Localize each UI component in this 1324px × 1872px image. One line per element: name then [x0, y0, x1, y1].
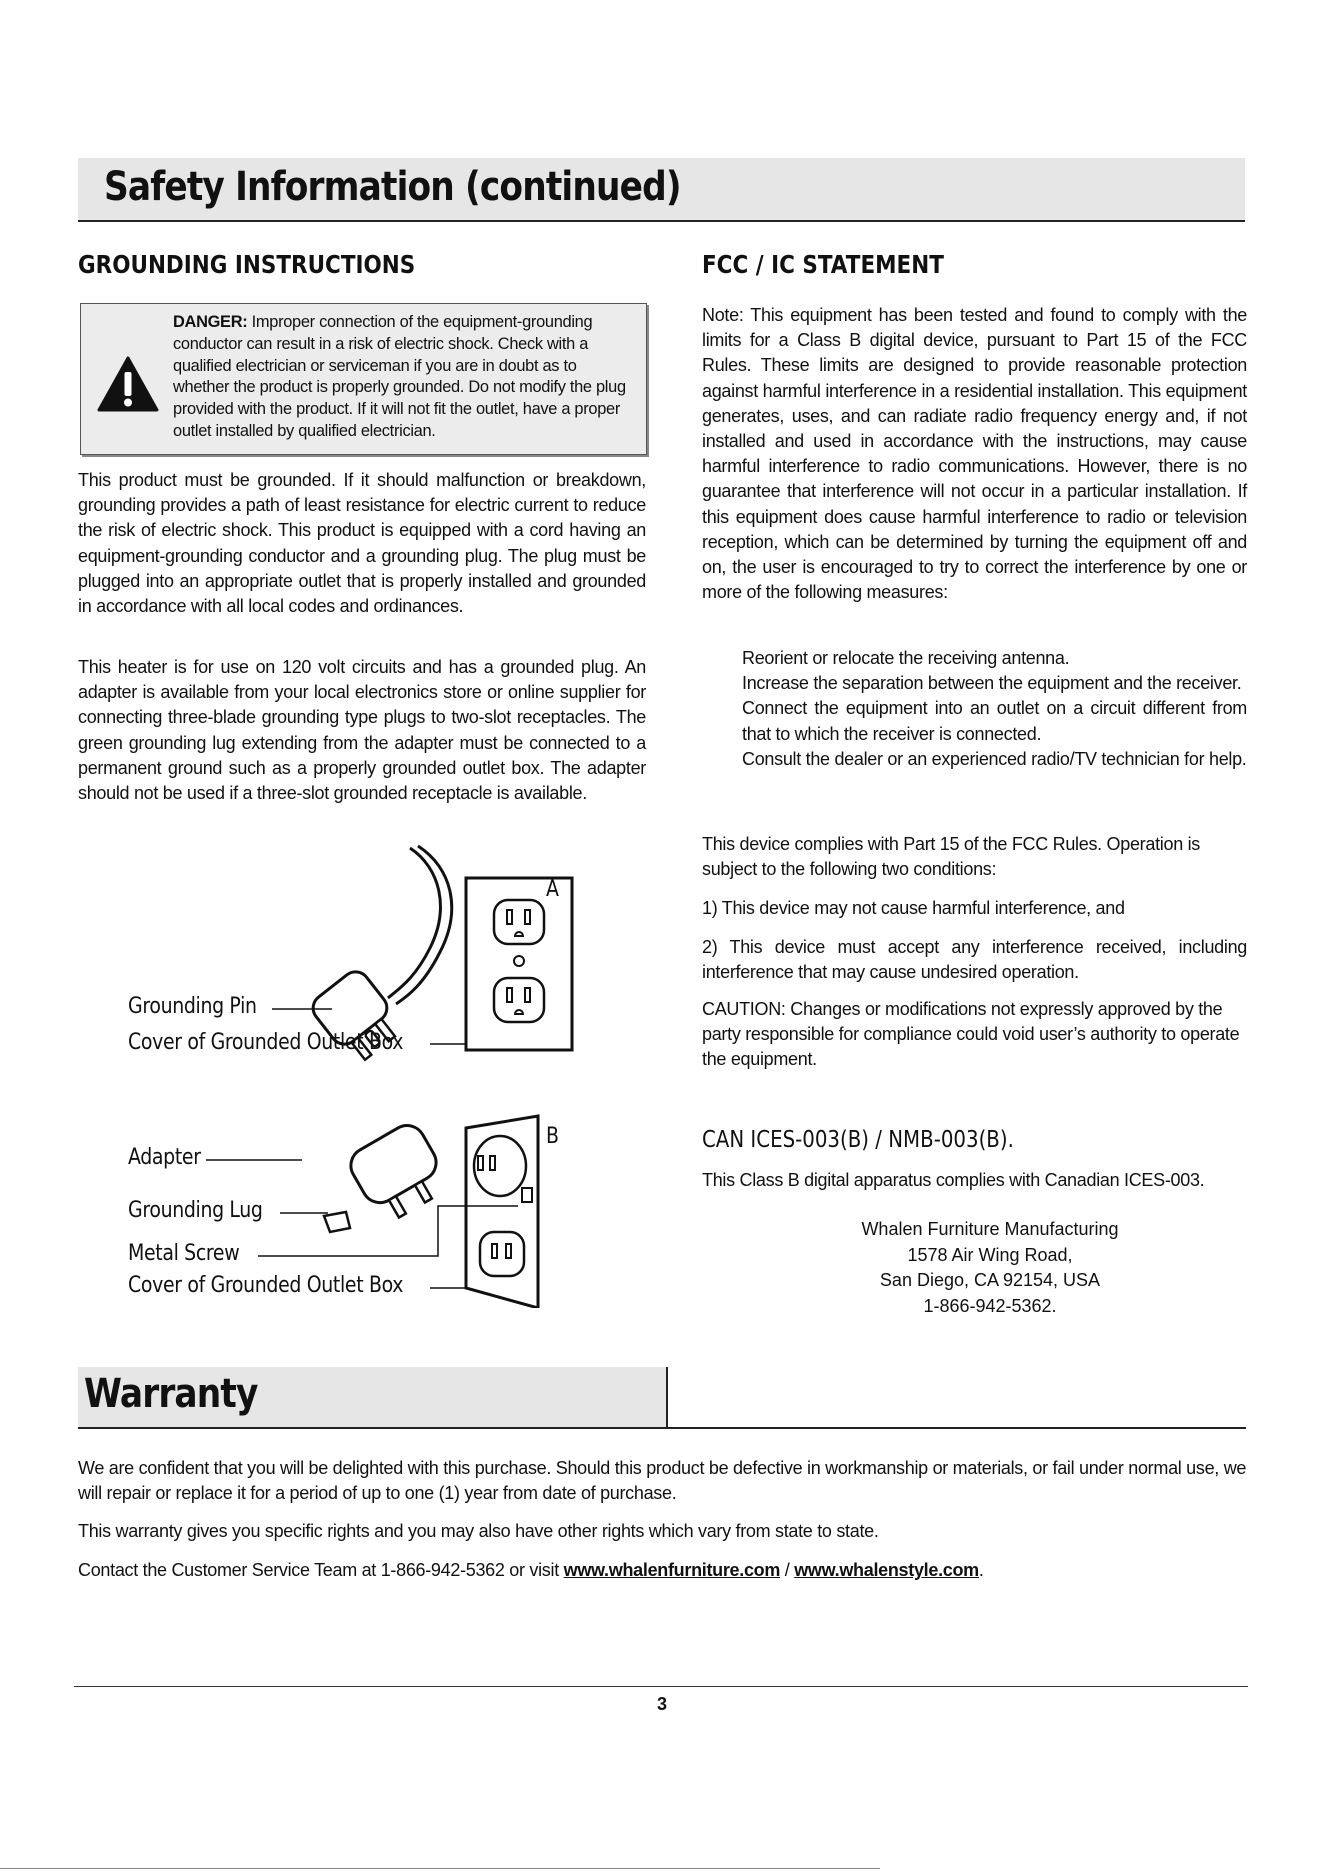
- fcc-heading: FCC / IC STATEMENT: [702, 250, 944, 279]
- grounding-paragraph-2: This heater is for use on 120 volt circuits and has a grounded plug. An adapter is available from your local electronics store or online supplier for connecting three-blade grounding type plugs to two-slot receptacles. The green grounding lug extending from the adapter must be connected to a permanent ground such as a properly grounded outlet box. The adapter should not be used if a three-slot grounded receptacle is available.: [78, 657, 646, 804]
- list-item: Connect the equipment into an outlet on a circuit different from that to which the receiver is connected.: [742, 698, 1247, 744]
- danger-box: [80, 303, 647, 455]
- grounding-lug-label: Grounding Lug: [128, 1198, 263, 1223]
- cover-b-label: Cover of Grounded Outlet Box: [128, 1273, 404, 1298]
- address-street: 1578 Air Wing Road,: [907, 1244, 1073, 1265]
- address-phone: 1-866-942-5362.: [923, 1295, 1057, 1316]
- adapter-label: Adapter: [128, 1145, 201, 1170]
- page-title: Safety Information (continued): [104, 164, 681, 210]
- grounding-heading: GROUNDING INSTRUCTIONS: [78, 250, 416, 279]
- fcc-measures-list: [742, 646, 1247, 772]
- warranty-paragraph-1: We are confident that you will be delighted with this purchase. Should this product be defective in workmanship or materials, or fail under normal use, we will repair or replace it for a period of up to one (1) year from date of purchase.: [78, 1458, 1247, 1504]
- list-item: Increase the separation between the equipment and the receiver.: [742, 673, 1242, 694]
- fcc-caution: CAUTION: Changes or modifications not expressly approved by the party responsible for compliance could void user’s authority to operate the equipment.: [702, 999, 1240, 1070]
- metal-screw-label: Metal Screw: [128, 1241, 240, 1266]
- list-item: Reorient or relocate the receiving antenna.: [742, 648, 1070, 668]
- danger-label: DANGER:: [173, 313, 248, 331]
- fcc-condition-2: 2) This device must accept any interference received, including interference that may cause undesired operation.: [702, 937, 1247, 983]
- address-city: San Diego, CA 92154, USA: [879, 1270, 1101, 1291]
- ices-text: This Class B digital apparatus complies with Canadian ICES-003.: [702, 1170, 1205, 1190]
- contact-text: Contact the Customer Service Team at 1-866-942-5362 or visit: [78, 1560, 564, 1580]
- fcc-complies: This device complies with Part 15 of the FCC Rules. Operation is subject to the following two conditions:: [702, 834, 1201, 880]
- whalenfurniture-link[interactable]: www.whalenfurniture.com: [563, 1560, 781, 1580]
- bottom-edge-rule: [0, 1868, 880, 1869]
- warranty-paragraph-2: This warranty gives you specific rights and you may also have other rights which vary from state to state.: [78, 1521, 879, 1541]
- fig-a-label: A: [546, 877, 559, 902]
- danger-body: Improper connection of the equipment-grounding conductor can result in a risk of electric shock. Check with a qualified electrician or serviceman if you are in doubt as to whether the product is properly grounded. Do not modify the plug provided with the product. If it will not fit the outlet, have a proper outlet installed by qualified electrician.: [173, 313, 626, 440]
- fcc-condition-1: 1) This device may not cause harmful interference, and: [702, 898, 1125, 918]
- fcc-note: Note: This equipment has been tested and found to comply with the limits for a Class B digital device, pursuant to Part 15 of the FCC Rules. These limits are designed to provide reasonable protection against harmful interference in a residential installation. This equipment generates, uses, and can radiate radio frequency energy and, if not installed and used in accordance with the instructions, may cause harmful interference to radio communications. However, there is no guarantee that interference will not occur in a particular installation. If this equipment does cause harmful interference to radio or television reception, which can be determined by turning the equipment off and on, the user is encouraged to try to correct the interference by one or more of the following measures:: [702, 305, 1247, 603]
- fig-b-label: B: [546, 1124, 559, 1149]
- page-number: 3: [656, 1694, 667, 1714]
- whalenstyle-link[interactable]: www.whalenstyle.com: [794, 1560, 979, 1580]
- link-separator: /: [780, 1560, 795, 1580]
- section-header-warranty: [78, 1367, 668, 1427]
- ices-heading: CAN ICES-003(B) / NMB-003(B).: [702, 1127, 1014, 1153]
- warranty-contact: [78, 1558, 1248, 1583]
- list-item: Consult the dealer or an experienced radio/TV technician for help.: [742, 748, 1247, 769]
- cover-a-label: Cover of Grounded Outlet Box: [128, 1030, 404, 1055]
- warranty-rule: [78, 1427, 1246, 1429]
- warranty-title: Warranty: [84, 1371, 258, 1417]
- warning-icon: [97, 356, 159, 412]
- contact-end: .: [978, 1560, 984, 1580]
- section-header-safety: [78, 158, 1245, 222]
- company-name: Whalen Furniture Manufacturing: [861, 1219, 1119, 1239]
- grounding-paragraph-1: This product must be grounded. If it should malfunction or breakdown, grounding provides a path of least resistance for electric current to reduce the risk of electric shock. This product is equipped with a cord having an equipment-grounding conductor and a grounding plug. The plug must be plugged into an appropriate outlet that is properly installed and grounded in accordance with all local codes and ordinances.: [78, 470, 646, 617]
- company-address: [740, 1217, 1240, 1319]
- footer-rule: [74, 1686, 1248, 1687]
- danger-text: [173, 312, 633, 443]
- grounding-pin-label: Grounding Pin: [128, 994, 257, 1019]
